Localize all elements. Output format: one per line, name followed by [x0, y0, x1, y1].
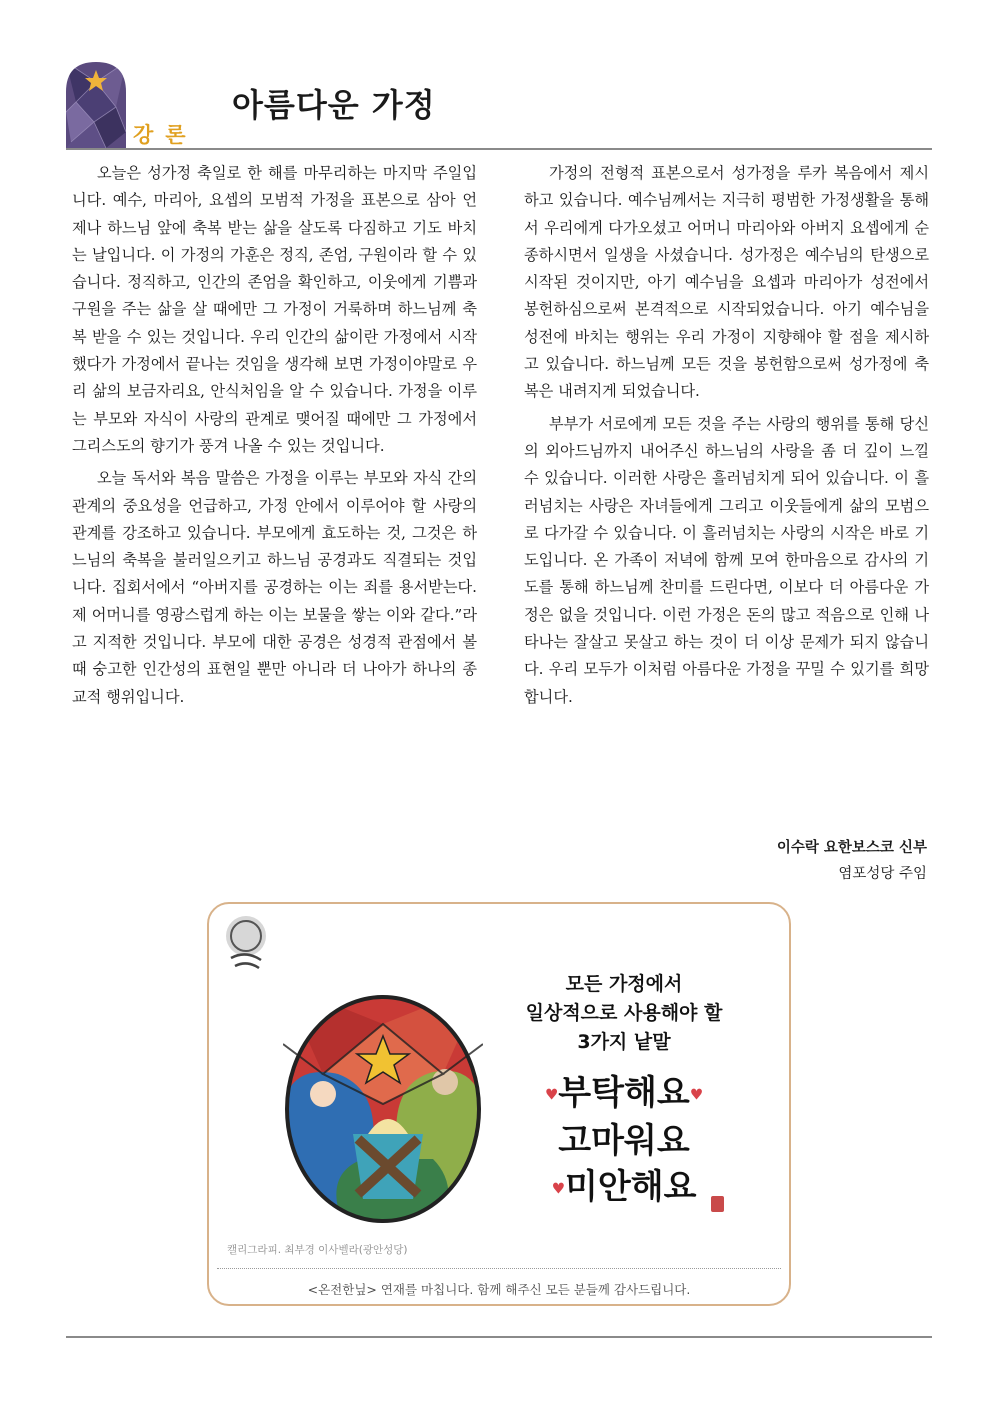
calligraphy-heading-line: 일상적으로 사용해야 할: [525, 1002, 723, 1024]
article-paragraph: 부부가 서로에게 모든 것을 주는 사랑의 행위를 통해 당신의 외아드님까지 내어주신 하느님의 사랑을 좀 더 깊이 느낄 수 있습니다. 이러한 사랑은 흘러넘치게 되어 있습니다. 이 흘러넘치는 사랑은 자녀들에게 그리고 이웃들에게 삶의 모범으로 다가갈 수 있습니다. 이 흘러넘치는 사랑의 시작은 바로 기도입니다. 온 가족이 저녁에 함께 모여 한마음으로 감사의 기도를 통해 하느님께 찬미를 드린다면, 이보다 더 아름다운 가정은 없을 것입니다. 이런 가정은 돈의 많고 적음으로 인해 나타나는 잘살고 못살고 하는 것이 더 이상 문제가 되지 않습니다. 우리 모두가 이처럼 아름다운 가정을 꾸밀 수 있기를 희망합니다.: [524, 414, 929, 706]
calligraphy-word: [499, 1070, 749, 1118]
calligraphy-word-text: 부탁해요: [558, 1073, 690, 1113]
author-name: 이수락 요한보스코 신부: [776, 840, 927, 856]
stained-glass-icon: [66, 62, 126, 148]
page-title: 아름다운 가정: [232, 86, 436, 124]
calligraphy-word-text: 미안해요: [565, 1166, 697, 1207]
calligraphy-heading: [499, 970, 749, 1057]
card-divider: [217, 1268, 781, 1269]
calligraphy-heading-line: 모든 가정에서: [565, 973, 683, 995]
calligraphy-words: [499, 1070, 749, 1211]
artist-seal-icon: [711, 1196, 724, 1212]
article-paragraph: 오늘 독서와 복음 말씀은 가정을 이루는 부모와 자식 간의 관계의 중요성을 언급하고, 가정 안에서 이루어야 할 사랑의 관계를 강조하고 있습니다. 부모에게 효도하는 것, 그것은 하느님의 축복을 불러일으키고 하느님 공경과도 직결되는 것입니다. 집회서에서 “아버지를 공경하는 이는 죄를 용서받는다. 제 어머니를 영광스럽게 하는 이는 보물을 쌓는 이와 같다.”라고 지적한 것입니다. 부모에 대한 공경은 성경적 관점에서 볼 때 숭고한 인간성의 표현일 뿐만 아니라 더 나아가 하나의 종교적 행위입니다.: [72, 469, 477, 706]
heart-icon: ♥: [689, 1085, 704, 1104]
article-paragraph: 가정의 전형적 표본으로서 성가정을 루카 복음에서 제시하고 있습니다. 예수님께서는 지극히 평범한 가정생활을 통해서 우리에게 다가오셨고 어머니 마리아와 아버지 요셉에게 순종하시면서 일생을 사셨습니다. 성가정은 예수님의 탄생으로 시작된 것이지만, 아기 예수님을 요셉과 마리아가 성전에서 봉헌하심으로써 본격적으로 시작되었습니다. 아기 예수님을 성전에 바치는 행위는 우리 가정이 지향해야 할 점을 제시하고 있습니다. 하느님께 모든 것을 봉헌함으로써 성가정에 축복은 내려지게 되었습니다.: [524, 164, 929, 401]
article-column-right: [524, 160, 929, 716]
author-role: 염포성당 주임: [838, 866, 927, 882]
article-column-left: [72, 160, 477, 716]
footer-divider: [66, 1336, 932, 1338]
calligraphy-word: [499, 1118, 749, 1164]
calligraphy-credit: 캘리그라피. 최부경 이사벨라(광안성당): [227, 1244, 408, 1256]
calligraphy-card: [207, 902, 791, 1306]
holy-family-stained-glass-art: [283, 984, 483, 1224]
heart-icon: ♥: [544, 1085, 559, 1104]
header-divider: [66, 148, 932, 150]
section-label: 강론: [133, 123, 198, 147]
calligraphy-heading-line: 3가지 낱말: [577, 1031, 671, 1053]
heart-icon: ♥: [551, 1179, 566, 1197]
calligraphy-word-text: 고마워요: [558, 1120, 690, 1161]
article-paragraph: 오늘은 성가정 축일로 한 해를 마무리하는 마지막 주일입니다. 예수, 마리아, 요셉의 모범적 가정을 표본으로 삼아 언제나 하느님 앞에 축복 받는 삶을 살도록 다짐하고 기도 바치는 날입니다. 이 가정의 가훈은 정직, 존엄, 구원이라 할 수 있습니다. 정직하고, 인간의 존엄을 확인하고, 이웃에게 기쁨과 구원을 주는 삶을 살 때에만 그 가정이 거룩하며 하느님께 축복 받을 수 있는 것입니다. 우리 인간의 삶이란 가정에서 시작했다가 가정에서 끝나는 것임을 생각해 보면 가정이야말로 우리 삶의 보금자리요, 안식처임을 알 수 있습니다. 가정을 이루는 부모와 자식이 사랑의 관계로 맺어질 때에만 그 가정에서 그리스도의 향기가 풍겨 나올 수 있는 것입니다.: [72, 164, 477, 455]
series-logo-icon: [223, 914, 269, 970]
card-footer-note: <온전한닢> 연재를 마칩니다. 함께 해주신 모든 분들께 감사드립니다.: [307, 1282, 691, 1297]
